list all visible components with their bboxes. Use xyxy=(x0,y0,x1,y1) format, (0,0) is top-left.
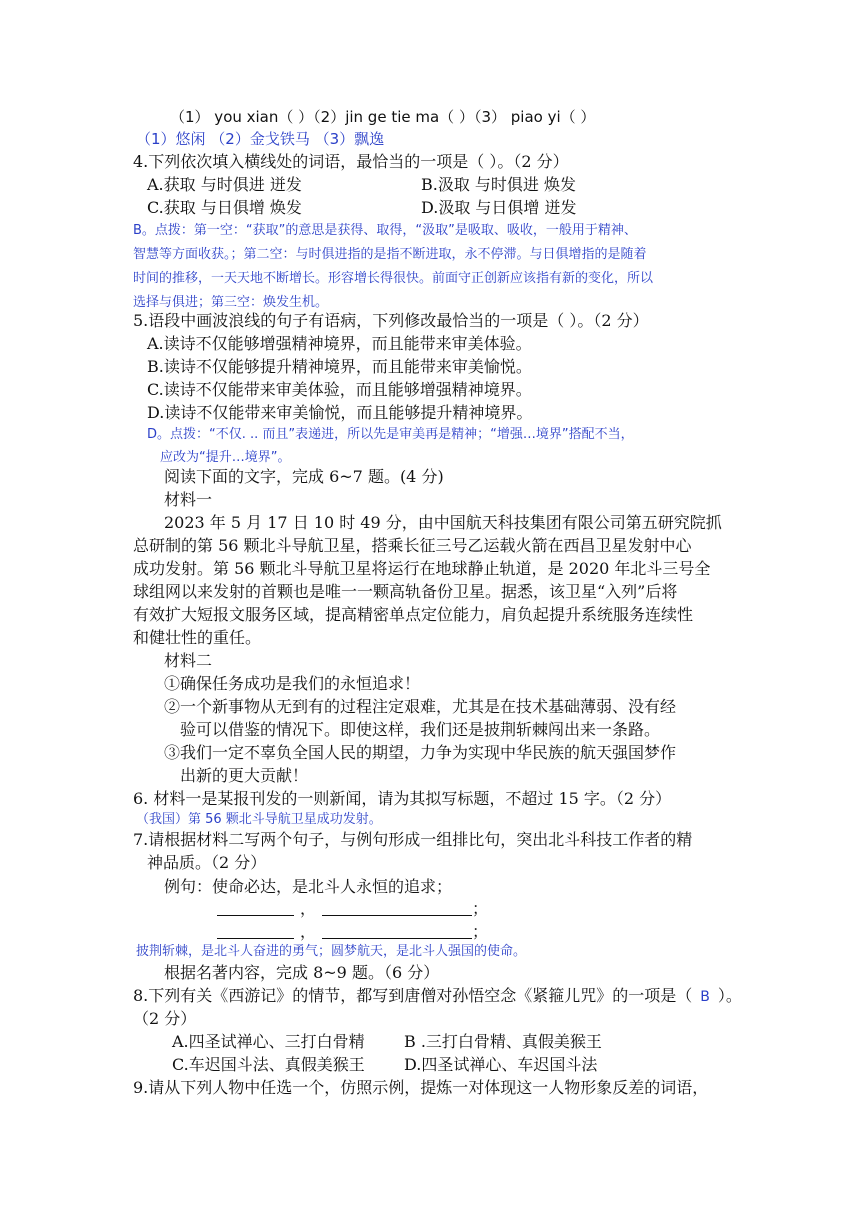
answer-blank[interactable] xyxy=(322,922,472,939)
q4-explanation-line: 智慧等方面收获。；第二空：与时俱进指的是指不断进取，永不停滞。与日俱增指的是随着 xyxy=(133,247,647,262)
q8-stem xyxy=(133,985,742,1008)
answer-blank[interactable] xyxy=(217,899,294,916)
q3-answer: （1）悠闲 （2）金戈铁马 （3）飘逸 xyxy=(136,130,385,148)
q4-option-d: D.汲取 与日俱增 迸发 xyxy=(421,198,577,217)
material2-label: 材料二 xyxy=(164,651,213,670)
q4-option-a: A.获取 与时俱进 迸发 xyxy=(147,175,302,194)
material1-line: 和健壮性的重任。 xyxy=(133,628,262,647)
q7-blank-row xyxy=(217,898,488,920)
material2-item: ②一个新事物从无到有的过程注定艰难，尤其是在技术基础薄弱、没有经 xyxy=(164,697,677,716)
classics-intro: 根据名著内容，完成 8~9 题。（6 分） xyxy=(164,963,440,982)
material1-line: 有效扩大短报文服务区域，提高精密单点定位能力，肩负起提升系统服务连续性 xyxy=(133,605,694,624)
q5-explanation-line: 应改为“提升…境界”。 xyxy=(160,450,291,465)
q7-example: 例句：使命必达，是北斗人永恒的追求； xyxy=(164,877,453,896)
q5-explanation-line: D。点拨：“不仅. .. 而且”表递进，所以先是审美再是精神；“增强…境界”搭配不当， xyxy=(147,427,634,442)
q4-explanation-line: B。点拨：第一空：“获取”的意思是获得、取得，“汲取”是吸取、吸收，一般用于精神、 xyxy=(133,223,637,238)
q8-option-b: B .三打白骨精、真假美猴王 xyxy=(404,1032,602,1051)
q4-stem: 4.下列依次填入横线处的词语，最恰当的一项是（ ）。（2 分） xyxy=(133,152,569,171)
q7-stem: 7.请根据材料二写两个句子，与例句形成一组排比句，突出北斗科技工作者的精 xyxy=(133,830,693,849)
answer-blank[interactable] xyxy=(322,899,472,916)
q8-answer: B xyxy=(700,989,710,1005)
material1-line: 总研制的第 56 颗北斗导航卫星，搭乘长征三号乙运载火箭在西昌卫星发射中心 xyxy=(133,536,692,555)
material1-line: 球组网以来发射的首颗也是唯一一颗高轨备份卫星。据悉，该卫星“入列”后将 xyxy=(133,582,678,601)
q8-score: （2 分） xyxy=(133,1009,197,1028)
q7-stem-cont: 神品质。（2 分） xyxy=(147,853,267,872)
material2-item-cont: 验可以借鉴的情况下。即使这样，我们还是披荆斩棘闯出来一条路。 xyxy=(180,720,661,739)
material2-item-cont: 出新的更大贡献！ xyxy=(180,766,309,785)
q6-stem: 6. 材料一是某报刊发的一则新闻，请为其拟写标题，不超过 15 字。（2 分） xyxy=(133,789,672,808)
material2-item: ③我们一定不辜负全国人民的期望，力争为实现中华民族的航天强国梦作 xyxy=(164,743,677,762)
material1-line: 成功发射。第 56 颗北斗导航卫星将运行在地球静止轨道，是 2020 年北斗三号全 xyxy=(133,559,711,578)
q5-option-a: A.读诗不仅能够增强精神境界，而且能带来审美体验。 xyxy=(147,334,532,353)
q8-option-a: A.四圣试禅心、三打白骨精 xyxy=(172,1032,365,1051)
comma: ， xyxy=(300,899,317,918)
material1-line: 2023 年 5 月 17 日 10 时 49 分，由中国航天科技集团有限公司第五研究院抓 xyxy=(164,513,722,532)
q8-option-d: D.四圣试禅心、车迟国斗法 xyxy=(404,1055,598,1074)
q5-option-d: D.读诗不仅能带来审美愉悦，而且能够提升精神境界。 xyxy=(147,403,533,422)
q5-option-b: B.读诗不仅能够提升精神境界，而且能带来审美愉悦。 xyxy=(147,357,532,376)
q4-explanation-line: 选择与俱进；第三空：焕发生机。 xyxy=(133,295,329,310)
q7-answer: 披荆斩棘，是北斗人奋进的勇气；圆梦航天，是北斗人强国的使命。 xyxy=(136,944,527,959)
answer-blank[interactable] xyxy=(217,922,294,939)
q5-option-c: C.读诗不仅能带来审美体验，而且能够增强精神境界。 xyxy=(147,380,532,399)
q9-stem: 9.请从下列人物中任选一个，仿照示例，提炼一对体现这一人物形象反差的词语， xyxy=(133,1078,709,1097)
q6-answer: （我国）第 56 颗北斗导航卫星成功发射。 xyxy=(136,812,382,827)
material2-item: ①确保任务成功是我们的永恒追求！ xyxy=(164,674,421,693)
q3-pinyin-line: （1） you xian（ ）（2）jin ge tie ma（ ）（3） piao yi（ ） xyxy=(170,108,596,126)
q5-stem: 5.语段中画波浪线的句子有语病，下列修改最恰当的一项是（ ）。（2 分） xyxy=(133,311,649,330)
reading-intro: 阅读下面的文字，完成 6~7 题。(4 分) xyxy=(164,467,444,486)
semicolon: ； xyxy=(472,922,489,941)
q8-stem-text: 8.下列有关《西游记》的情节，都写到唐僧对孙悟空念《紧箍儿咒》的一项是（ xyxy=(133,986,693,1005)
material1-label: 材料一 xyxy=(164,490,213,509)
q4-explanation-line: 时间的推移，一天天地不断增长。形容增长得很快。前面守正创新应该指有新的变化，所以 xyxy=(133,271,654,286)
q8-option-c: C.车迟国斗法、真假美猴王 xyxy=(172,1055,365,1074)
q8-stem-end: ）。 xyxy=(717,986,742,1005)
semicolon: ； xyxy=(472,899,489,918)
q4-option-c: C.获取 与日俱增 焕发 xyxy=(147,198,302,217)
q4-option-b: B.汲取 与时俱进 焕发 xyxy=(421,175,577,194)
comma: ， xyxy=(300,922,317,941)
